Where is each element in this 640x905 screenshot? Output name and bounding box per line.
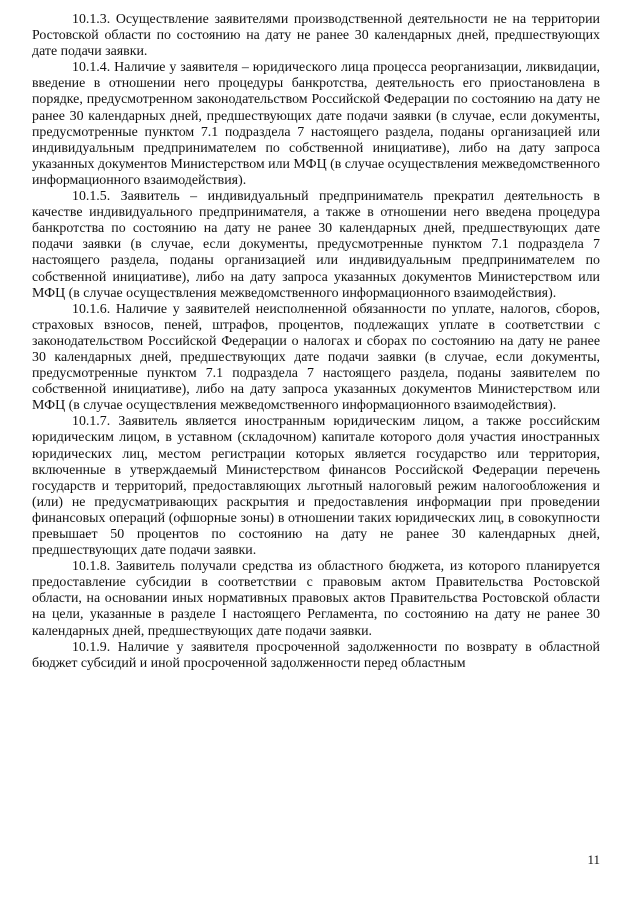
paragraph-10-1-3: 10.1.3. Осуществление заявителями производственной деятельности не на территории Ростовской области по состоянию на дату не ранее 30 календарных дней, предшествующих дате подачи заявки. [32,12,600,60]
page-number: 11 [587,852,600,867]
paragraph-10-1-5: 10.1.5. Заявитель – индивидуальный предприниматель прекратил деятельность в качестве индивидуального предпринимателя, а также в отношении него введена процедура банкротства по состоянию на дату не ранее 30 календарных дней, предшествующих дате подачи заявки (в случае, если документы, предусмотренные пунктом 7.1 подраздела 7 настоящего раздела, поданы организацией или индивидуальным предпринимателем по собственной инициативе), либо на дату запроса указанных документов Министерством или МФЦ (в случае осуществления межведомственного информационного взаимодействия). [32,189,600,301]
paragraph-10-1-4: 10.1.4. Наличие у заявителя – юридического лица процесса реорганизации, ликвидации, введение в отношении него процедуры банкротства, деятельность его приостановлена в порядке, предусмотренном законодательством Российской Федерации по состоянию на дату не ранее 30 календарных дней, предшествующих дате подачи заявки (в случае, если документы, предусмотренные пунктом 7.1 подраздела 7 настоящего раздела, поданы организацией или индивидуальным предпринимателем по собственной инициативе), либо на дату запроса указанных документов Министерством или МФЦ (в случае осуществления межведомственного информационного взаимодействия). [32,60,600,188]
paragraph-10-1-9: 10.1.9. Наличие у заявителя просроченной задолженности по возврату в областной бюджет субсидий и иной просроченной задолженности перед областным [32,639,600,671]
paragraph-10-1-6: 10.1.6. Наличие у заявителей неисполненной обязанности по уплате, налогов, сборов, страховых взносов, пеней, штрафов, процентов, подлежащих уплате в соответствии с законодательством Российской Федерации о налогах и сборах по состоянию на дату не ранее 30 календарных дней, предшествующих дате подачи заявки (в случае, если документы, предусмотренные пунктом 7.1 подраздела 7 настоящего раздела, поданы заявителем по собственной инициативе), либо на дату запроса указанных документов Министерством или МФЦ (в случае осуществления межведомственного информационного взаимодействия). [32,301,600,414]
paragraph-10-1-7: 10.1.7. Заявитель является иностранным юридическим лицом, а также российским юридическим лицом, в уставном (складочном) капитале которого доля участия иностранных юридических лиц, местом регистрации которых является государство или территория, включенные в утверждаемый Министерством финансов Российской Федерации перечень государств и территорий, предоставляющих льготный налоговый режим налогообложения и (или) не предусматривающих раскрытия и предоставления информации при проведении финансовых операций (офшорные зоны) в отношении таких юридических лиц, в совокупности превышает 50 процентов по состоянию на дату не ранее 30 календарных дней, предшествующих дате подачи заявки. [32,414,600,559]
document-body [32,12,600,672]
paragraph-10-1-8: 10.1.8. Заявитель получали средства из областного бюджета, из которого планируется предоставление субсидии в соответствии с правовым актом Правительства Ростовской области, на основании иных нормативных правовых актов Правительства Ростовской области на цели, указанные в разделе I настоящего Регламента, по состоянию на дату не ранее 30 календарных дней, предшествующих дате подачи заявки. [32,559,600,639]
